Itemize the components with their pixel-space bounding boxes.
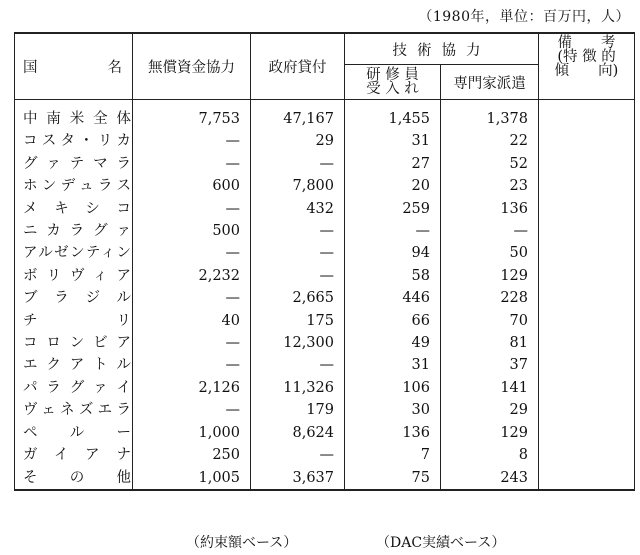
- country-cell: グァテマラ: [15, 153, 133, 175]
- grant-cell: —: [133, 287, 251, 309]
- footer-commitment-basis: （約束額ベース）: [186, 535, 298, 551]
- remarks-cell: [539, 399, 635, 421]
- remarks-cell: [539, 354, 635, 376]
- country-cell: ブラジル: [15, 287, 133, 309]
- experts-cell: 23: [441, 175, 539, 197]
- loan-cell: 3,637: [251, 467, 345, 490]
- remarks-cell: [539, 130, 635, 152]
- experts-cell: 37: [441, 354, 539, 376]
- table-row: [15, 332, 635, 354]
- loan-cell: 2,665: [251, 287, 345, 309]
- loan-cell: 47,167: [251, 100, 345, 131]
- trainees-cell: 106: [345, 377, 441, 399]
- loan-cell: 8,624: [251, 422, 345, 444]
- experts-cell: 1,378: [441, 100, 539, 131]
- grant-cell: —: [133, 130, 251, 152]
- experts-cell: 52: [441, 153, 539, 175]
- loan-cell: 11,326: [251, 377, 345, 399]
- table-row: [15, 377, 635, 399]
- table-row: [15, 153, 635, 175]
- country-cell: ペルー: [15, 422, 133, 444]
- loan-cell: —: [251, 153, 345, 175]
- loan-cell: —: [251, 265, 345, 287]
- grant-cell: 250: [133, 444, 251, 466]
- trainees-cell: 1,455: [345, 100, 441, 131]
- experts-cell: 129: [441, 422, 539, 444]
- remarks-cell: [539, 175, 635, 197]
- experts-cell: 243: [441, 467, 539, 490]
- remarks-cell: [539, 444, 635, 466]
- experts-cell: 129: [441, 265, 539, 287]
- grant-cell: 40: [133, 310, 251, 332]
- remarks-cell: [539, 153, 635, 175]
- grant-cell: —: [133, 332, 251, 354]
- remarks-cell: [539, 377, 635, 399]
- country-cell: アルゼンティン: [15, 242, 133, 264]
- remarks-cell: [539, 100, 635, 131]
- country-cell: ボリヴィア: [15, 265, 133, 287]
- remarks-cell: [539, 265, 635, 287]
- header-loan: 政府貸付: [251, 33, 345, 100]
- table-row: [15, 100, 635, 131]
- country-cell: ニカラグァ: [15, 220, 133, 242]
- trainees-cell: 7: [345, 444, 441, 466]
- trainees-cell: 66: [345, 310, 441, 332]
- remarks-cell: [539, 332, 635, 354]
- remarks-cell: [539, 198, 635, 220]
- table-row: [15, 444, 635, 466]
- aid-table: [14, 32, 635, 491]
- remarks-cell: [539, 467, 635, 490]
- experts-cell: —: [441, 220, 539, 242]
- table-row: [15, 422, 635, 444]
- country-cell: エクアトル: [15, 354, 133, 376]
- header-experts: 専門家派遣: [441, 65, 539, 100]
- remarks-cell: [539, 287, 635, 309]
- experts-cell: 50: [441, 242, 539, 264]
- grant-cell: 600: [133, 175, 251, 197]
- loan-cell: 7,800: [251, 175, 345, 197]
- grant-cell: —: [133, 354, 251, 376]
- table-row: [15, 198, 635, 220]
- loan-cell: 175: [251, 310, 345, 332]
- table-row: [15, 265, 635, 287]
- trainees-cell: 20: [345, 175, 441, 197]
- grant-cell: 7,753: [133, 100, 251, 131]
- remarks-cell: [539, 310, 635, 332]
- country-cell: コスタ・リカ: [15, 130, 133, 152]
- header-technical: 技術協力: [345, 33, 539, 65]
- trainees-cell: 94: [345, 242, 441, 264]
- country-cell: メキシコ: [15, 198, 133, 220]
- unit-note: （1980年，単位：百万円，人）: [418, 9, 630, 25]
- remarks-cell: [539, 422, 635, 444]
- remarks-cell: [539, 220, 635, 242]
- header-country: 国 名: [15, 33, 133, 100]
- trainees-cell: 136: [345, 422, 441, 444]
- experts-cell: 29: [441, 399, 539, 421]
- country-cell: 中南米全体: [15, 100, 133, 131]
- experts-cell: 81: [441, 332, 539, 354]
- loan-cell: —: [251, 242, 345, 264]
- table-row: [15, 467, 635, 490]
- experts-cell: 22: [441, 130, 539, 152]
- grant-cell: 500: [133, 220, 251, 242]
- grant-cell: —: [133, 153, 251, 175]
- table-row: [15, 354, 635, 376]
- trainees-cell: —: [345, 220, 441, 242]
- country-cell: パラグァイ: [15, 377, 133, 399]
- grant-cell: —: [133, 242, 251, 264]
- country-cell: チリ: [15, 310, 133, 332]
- table-row: [15, 310, 635, 332]
- table-row: [15, 399, 635, 421]
- experts-cell: 8: [441, 444, 539, 466]
- table-row: [15, 175, 635, 197]
- trainees-cell: 31: [345, 354, 441, 376]
- trainees-cell: 27: [345, 153, 441, 175]
- loan-cell: 12,300: [251, 332, 345, 354]
- trainees-cell: 49: [345, 332, 441, 354]
- grant-cell: 2,126: [133, 377, 251, 399]
- country-cell: ホンデュラス: [15, 175, 133, 197]
- experts-cell: 136: [441, 198, 539, 220]
- experts-cell: 70: [441, 310, 539, 332]
- loan-cell: 179: [251, 399, 345, 421]
- experts-cell: 228: [441, 287, 539, 309]
- table-row: [15, 130, 635, 152]
- trainees-cell: 259: [345, 198, 441, 220]
- trainees-cell: 446: [345, 287, 441, 309]
- remarks-cell: [539, 242, 635, 264]
- grant-cell: 2,232: [133, 265, 251, 287]
- loan-cell: —: [251, 220, 345, 242]
- grant-cell: —: [133, 399, 251, 421]
- header-remarks: 備 考 (特 徴 的 傾 向): [539, 33, 635, 100]
- table-row: [15, 287, 635, 309]
- trainees-cell: 75: [345, 467, 441, 490]
- experts-cell: 141: [441, 377, 539, 399]
- trainees-cell: 30: [345, 399, 441, 421]
- trainees-cell: 31: [345, 130, 441, 152]
- country-cell: コロンビア: [15, 332, 133, 354]
- table-row: [15, 242, 635, 264]
- header-grant: 無償資金協力: [133, 33, 251, 100]
- grant-cell: 1,005: [133, 467, 251, 490]
- grant-cell: 1,000: [133, 422, 251, 444]
- country-cell: ヴェネズエラ: [15, 399, 133, 421]
- loan-cell: —: [251, 444, 345, 466]
- trainees-cell: 58: [345, 265, 441, 287]
- loan-cell: 29: [251, 130, 345, 152]
- grant-cell: —: [133, 198, 251, 220]
- country-cell: ガイアナ: [15, 444, 133, 466]
- loan-cell: —: [251, 354, 345, 376]
- table-row: [15, 220, 635, 242]
- footer-dac-basis: （DAC実績ベース）: [376, 535, 506, 551]
- country-cell: その他: [15, 467, 133, 490]
- loan-cell: 432: [251, 198, 345, 220]
- header-trainees: 研 修 員 受 入 れ: [345, 65, 441, 100]
